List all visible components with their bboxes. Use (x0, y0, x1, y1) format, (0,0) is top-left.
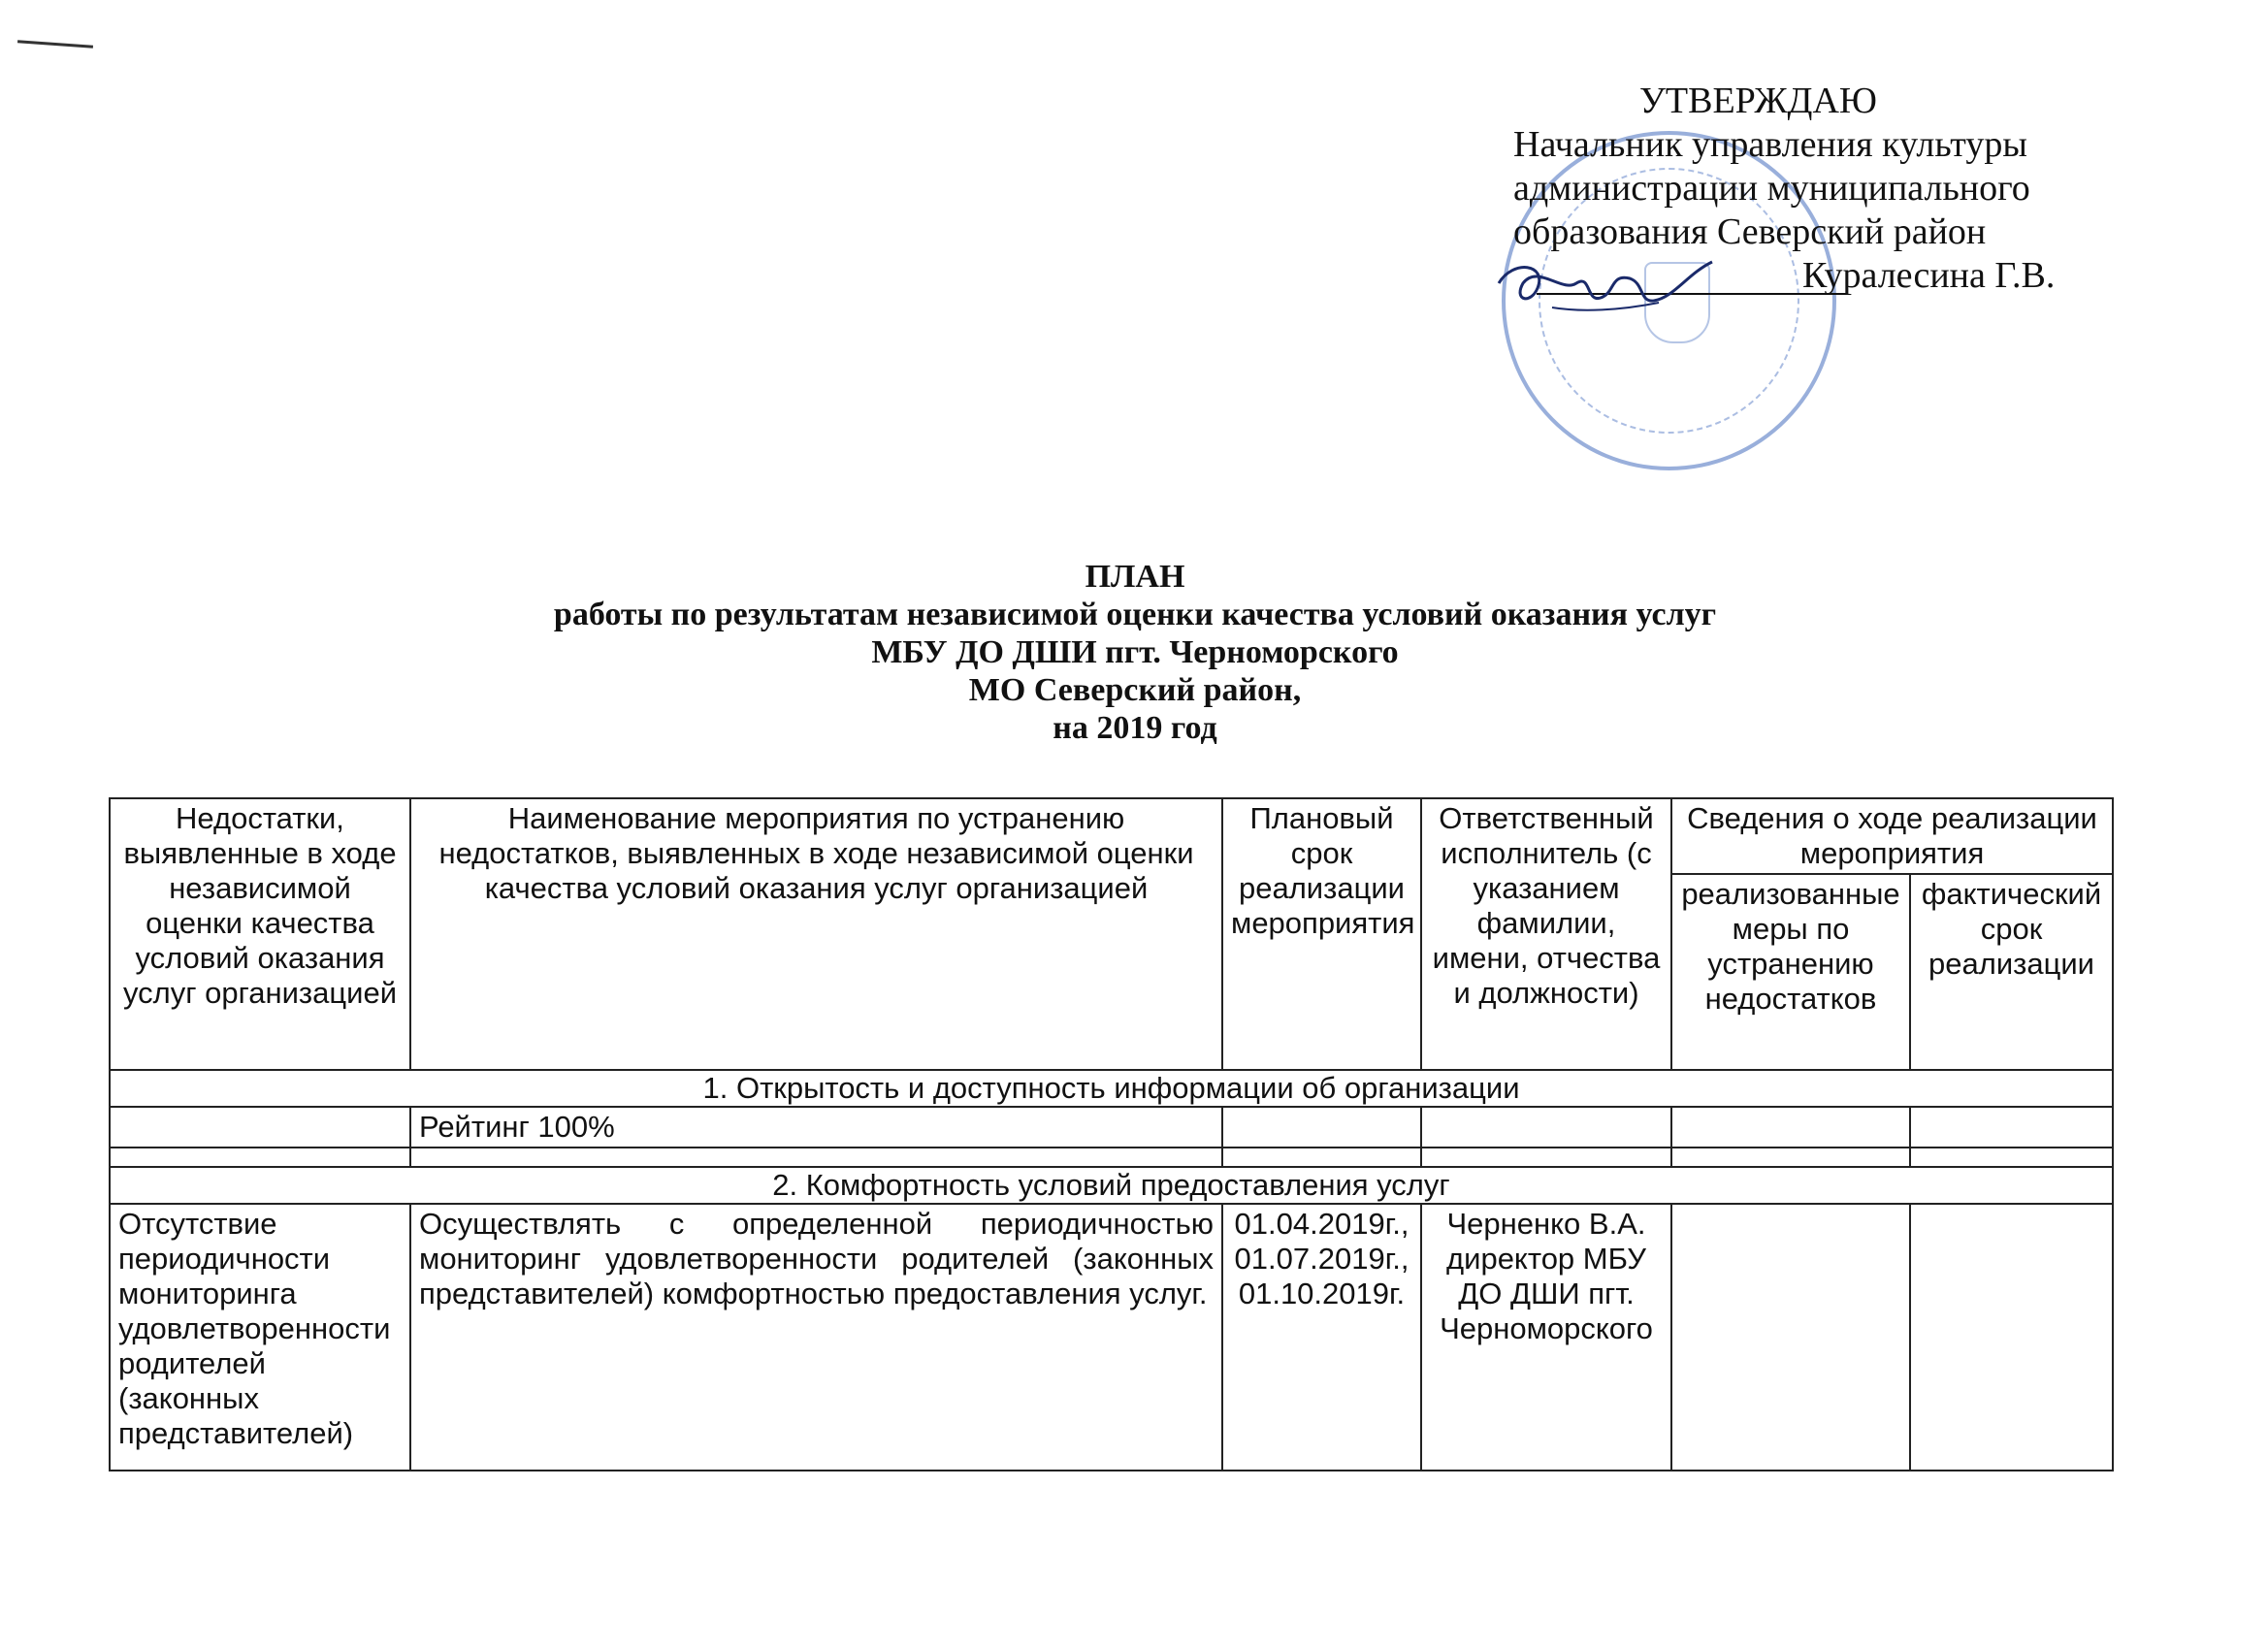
approval-position-line2: администрации муниципального (1513, 168, 2030, 209)
approval-signer-name: Куралесина Г.В. (1802, 255, 2056, 296)
cell-empty (1421, 1107, 1671, 1148)
title-line-1: ПЛАН (1085, 559, 1185, 595)
cell-empty (1421, 1148, 1671, 1167)
cell-empty (1671, 1107, 1910, 1148)
cell-empty (110, 1148, 410, 1167)
header-measure: Наименование мероприятия по устранению недостатков, выявленных в ходе независимой оценки качества условий оказания услуг организацией (410, 798, 1222, 1070)
section-1-row (110, 1070, 2113, 1107)
table-header-row (110, 798, 2113, 874)
cell-empty (110, 1107, 410, 1148)
scan-mark (17, 40, 93, 48)
table-row-spacer (110, 1148, 2113, 1167)
section-1-title: 1. Открытость и доступность информации об организации (110, 1070, 2113, 1107)
section-2-title: 2. Комфортность условий предоставления услуг (110, 1167, 2113, 1204)
row-measure: Осуществлять с определенной периодичностью мониторинг удовлетворенности родителей (законных представителей) комфортностью предоставления услуг. (410, 1204, 1222, 1471)
header-deadline: Плановый срок реализации мероприятия (1222, 798, 1421, 1070)
header-actual-date: фактический срок реализации (1910, 874, 2113, 1070)
approval-position-line1: Начальник управления культуры (1513, 124, 2027, 165)
approval-position-line3: образования Северский район (1513, 211, 1987, 252)
cell-empty (1671, 1148, 1910, 1167)
row-implemented (1671, 1204, 1910, 1471)
cell-empty (1222, 1148, 1421, 1167)
table-row (110, 1204, 2113, 1471)
header-deficiencies: Недостатки, выявленные в ходе независимой оценки качества условий оказания услуг организацией (110, 798, 410, 1070)
header-responsible: Ответственный исполнитель (с указанием фамилии, имени, отчества и должности) (1421, 798, 1671, 1070)
approval-heading: УТВЕРЖДАЮ (1639, 81, 1877, 121)
title-line-2: работы по результатам независимой оценки качества условий оказания услуг (553, 597, 1717, 632)
header-implemented: реализованные меры по устранению недостатков (1671, 874, 1910, 1070)
plan-table (109, 797, 2114, 1471)
section-1-rating: Рейтинг 100% (410, 1107, 1222, 1148)
table-row (110, 1107, 2113, 1148)
row-deficiency: Отсутствие периодичности мониторинга удовлетворенности родителей (законных представителей) (110, 1204, 410, 1471)
handwritten-signature (1494, 254, 1717, 332)
title-line-4: МО Северский район, (968, 672, 1302, 708)
row-actual-date (1910, 1204, 2113, 1471)
cell-empty (1910, 1148, 2113, 1167)
row-responsible: Черненко В.А. директор МБУ ДО ДШИ пгт. Черноморского (1421, 1204, 1671, 1471)
cell-empty (1222, 1107, 1421, 1148)
title-line-5: на 2019 год (1053, 710, 1217, 746)
section-2-row (110, 1167, 2113, 1204)
title-line-3: МБУ ДО ДШИ пгт. Черноморского (871, 634, 1399, 670)
header-progress: Сведения о ходе реализации мероприятия (1671, 798, 2113, 874)
row-deadline: 01.04.2019г., 01.07.2019г., 01.10.2019г. (1222, 1204, 1421, 1471)
document-title (233, 558, 2037, 747)
cell-empty (410, 1148, 1222, 1167)
cell-empty (1910, 1107, 2113, 1148)
